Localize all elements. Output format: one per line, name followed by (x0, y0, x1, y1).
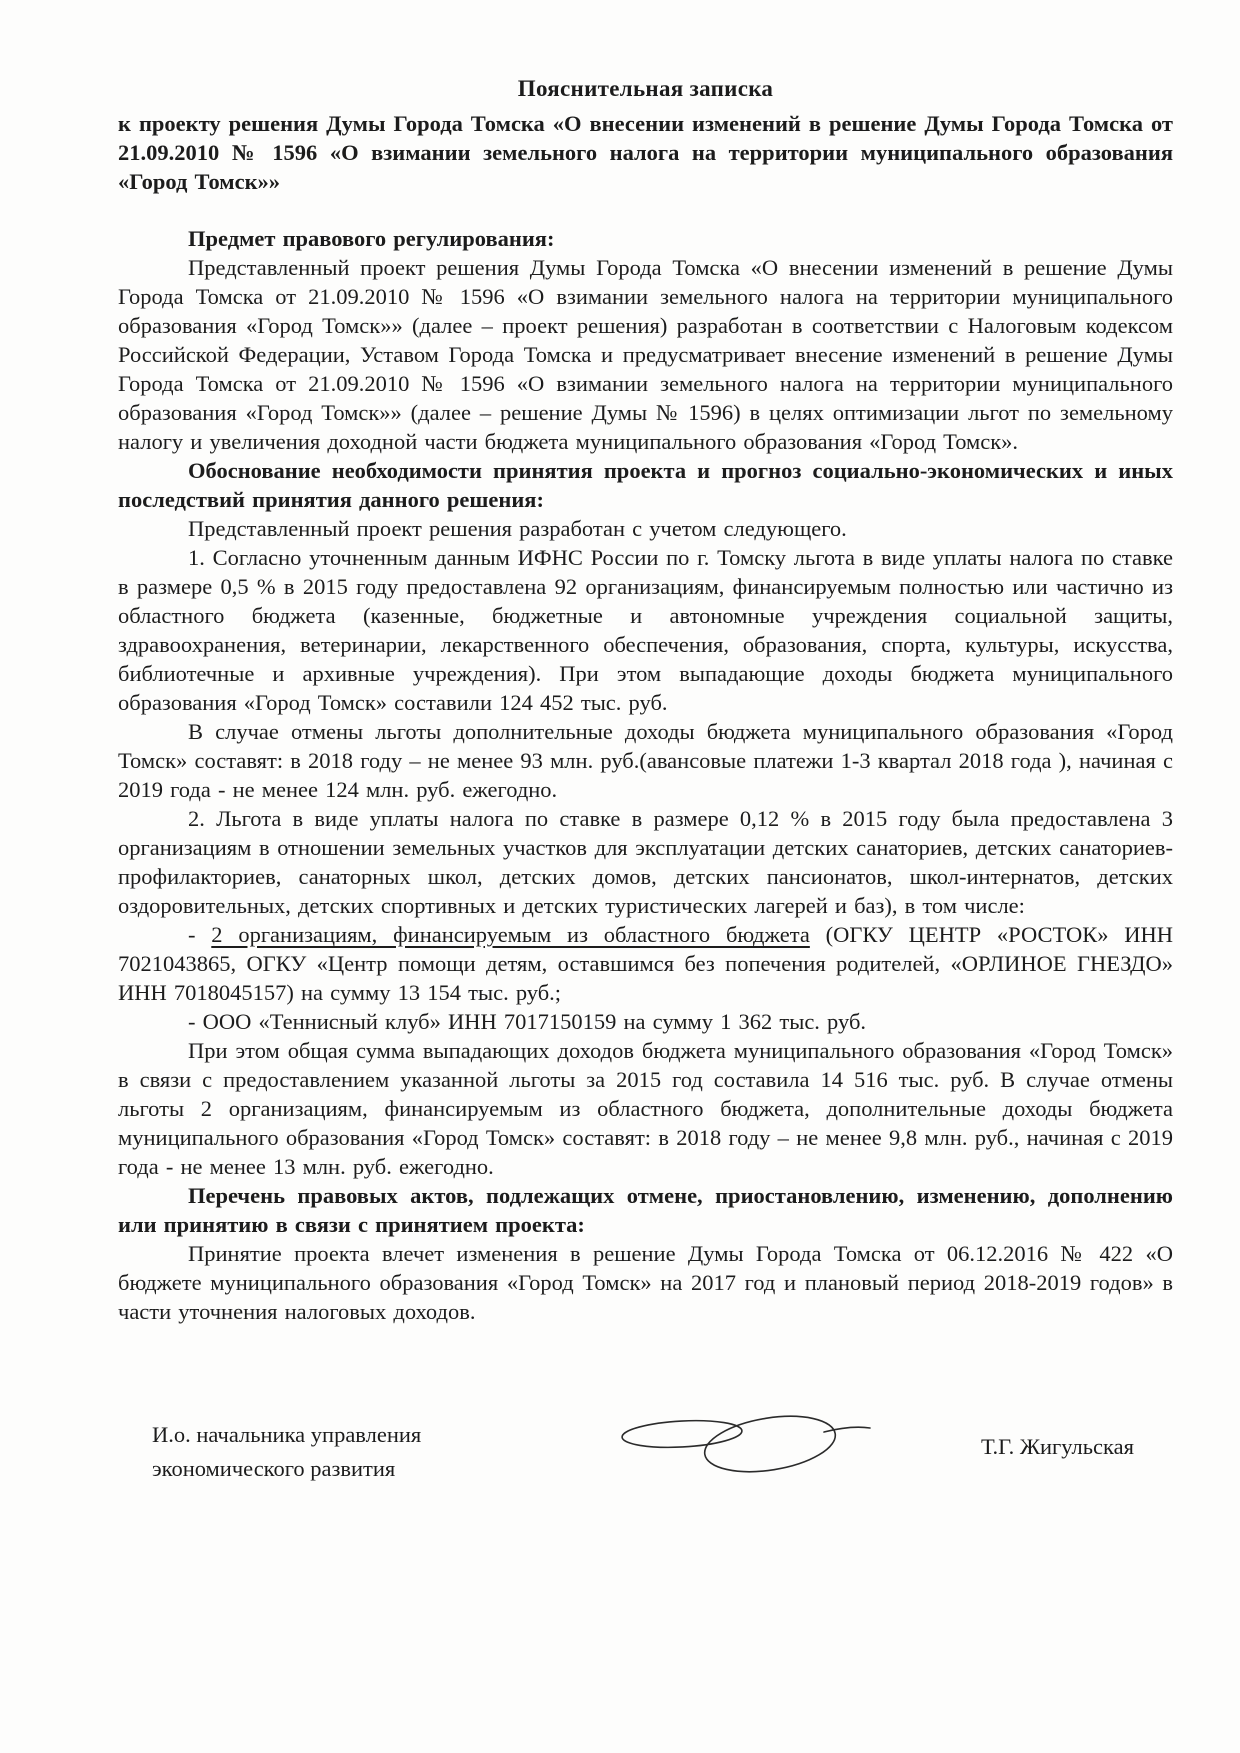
list-item-tennis-club: - ООО «Теннисный клуб» ИНН 7017150159 на сумму 1 362 тыс. руб. (188, 1009, 867, 1034)
list-item-dash: - (188, 922, 212, 947)
paragraph-justification-intro: Представленный проект решения разработан с учетом следующего. (188, 516, 847, 541)
handwritten-signature-icon (618, 1402, 878, 1482)
paragraph-acts-body: Принятие проекта влечет изменения в решение Думы Города Томска от 06.12.2016 № 422 «О бюджете муниципального образования «Город Томск» на 2017 год и плановый период 2018-2019 годов» в части уточнения налоговых доходов. (118, 1241, 1173, 1324)
paragraph-point1-effect: В случае отмены льготы дополнительные доходы бюджета муниципального образования «Город Томск» составят: в 2018 году – не менее 93 млн. руб.(авансовые платежи 1-3 квартал 2018 года ), начиная с 2019 года - не менее 124 млн. руб. ежегодно. (118, 719, 1173, 802)
section-heading-subject: Предмет правового регулирования: (188, 226, 555, 251)
paragraph-point1: 1. Согласно уточненным данным ИФНС России по г. Томску льгота в виде уплаты налога по ставке в размере 0,5 % в 2015 году предоставлена 92 организациям, финансируемым полностью или частично из областного бюджета (казенные, бюджетные и автономные учреждения социальной защиты, здравоохранения, ветеринарии, лекарственного обеспечения, образования, спорта, культуры, искусства, библиотечные и архивные учреждения). При этом выпадающие доходы бюджета муниципального образования «Город Томск» составили 124 452 тыс. руб. (118, 545, 1173, 715)
paragraph-point2: 2. Льгота в виде уплаты налога по ставке в размере 0,12 % в 2015 году была предоставлена 3 организациям в отношении земельных участков для эксплуатации детских санаториев, детских санаториев-профилакториев, санаторных школ, детских домов, детских пансионатов, школ-интернатов, детских оздоровительных, детских спортивных и детских туристических лагерей и баз), в том числе: (118, 806, 1173, 918)
signature-block (118, 1418, 1173, 1548)
signatory-position-line2: экономического развития (152, 1456, 396, 1481)
signatory-name: Т.Г. Жигульская (981, 1434, 1134, 1459)
signatory-position (152, 1418, 421, 1486)
section-heading-acts: Перечень правовых актов, подлежащих отмене, приостановлению, изменению, дополнению или принятию в связи с принятием проекта: (118, 1183, 1173, 1237)
list-item-budget-organizations (118, 920, 1173, 1007)
paragraph-point2-effect: При этом общая сумма выпадающих доходов бюджета муниципального образования «Город Томск» в связи с предоставлением указанной льготы за 2015 год составила 14 516 тыс. руб. В случае отмены льготы 2 организациям, финансируемым из областного бюджета, дополнительные доходы бюджета муниципального образования «Город Томск» составят: в 2018 году – не менее 9,8 млн. руб., начиная с 2019 года - не менее 13 млн. руб. ежегодно. (118, 1038, 1173, 1179)
document-header: к проекту решения Думы Города Томска «О внесении изменений в решение Думы Города Томска от 21.09.2010 № 1596 «О взимании земельного налога на территории муниципального образования «Город Томск»» (118, 111, 1173, 194)
list-item-underlined-text: 2 организациям, финансируемым из областного бюджета (211, 922, 810, 947)
list-item-rest-text: (ОГКУ ЦЕНТР «РОСТОК» ИНН 7021043865, ОГКУ «Центр помощи детям, оставшимся без попечения родителей, «ОРЛИНОЕ ГНЕЗДО» ИНН 7018045157) на сумму 13 154 тыс. руб.; (118, 922, 1173, 1005)
paragraph-subject-body: Представленный проект решения Думы Города Томска «О внесении изменений в решение Думы Города Томска от 21.09.2010 № 1596 «О взимании земельного налога на территории муниципального образования «Город Томск»» (далее – проект решения) разработан в соответствии с Налоговым кодексом Российской Федерации, Уставом Города Томска и предусматривает внесение изменений в решение Думы Города Томска от 21.09.2010 № 1596 «О взимании земельного налога на территории муниципального образования «Город Томск»» (далее – решение Думы № 1596) в целях оптимизации льгот по земельному налогу и увеличения доходной части бюджета муниципального образования «Город Томск». (118, 255, 1173, 454)
document-title: Пояснительная записка (517, 76, 774, 101)
signatory-position-line1: И.о. начальника управления (152, 1422, 422, 1447)
section-heading-justification: Обоснование необходимости принятия проекта и прогноз социально-экономических и иных последствий принятия данного решения: (118, 458, 1173, 512)
